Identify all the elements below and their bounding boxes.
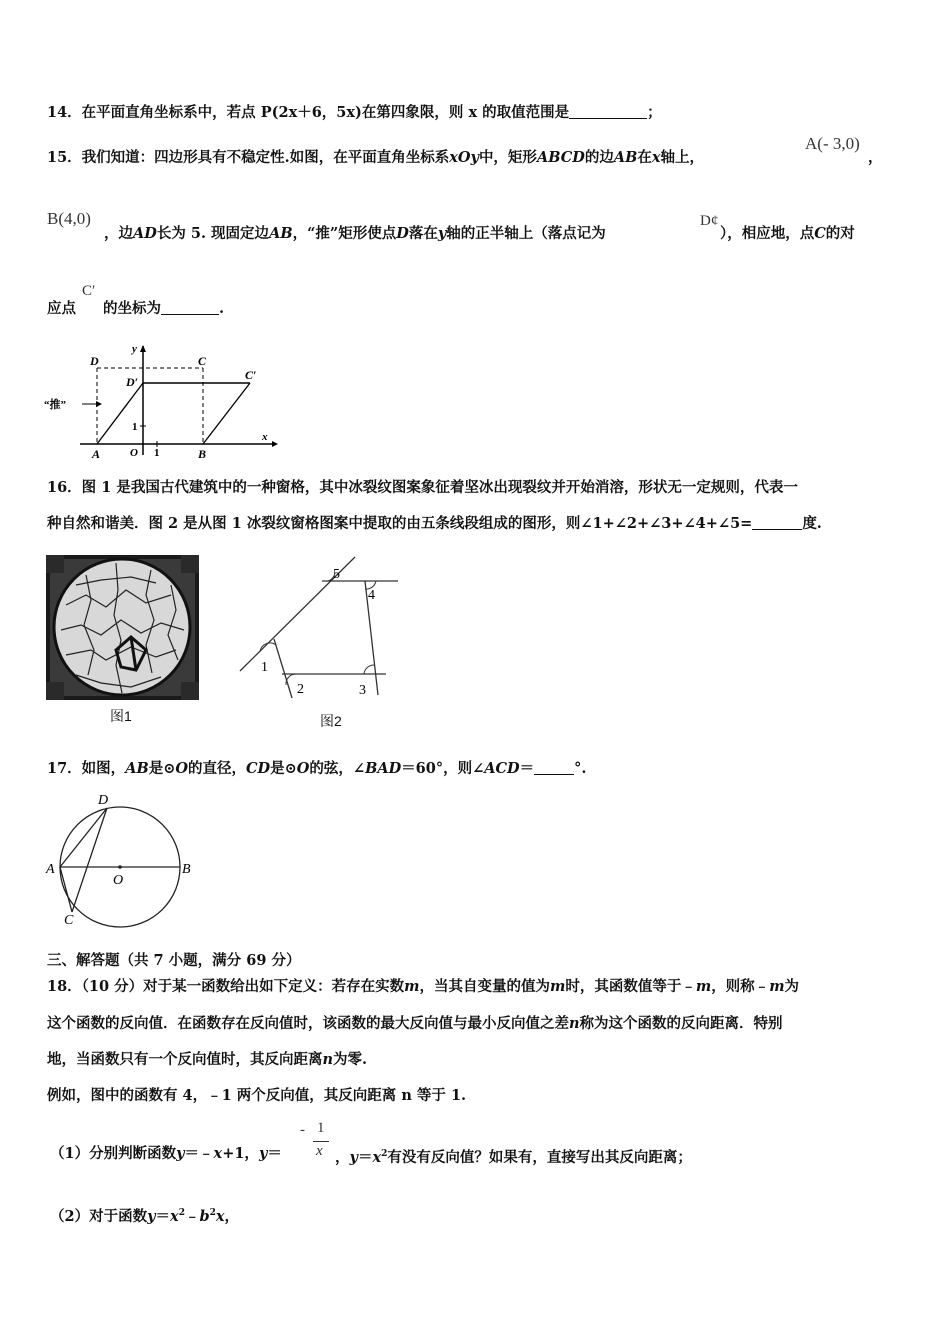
point-b-formula: B(4,0) <box>47 209 91 228</box>
fraction-minus: - <box>300 1122 305 1138</box>
label-O: O <box>130 447 138 459</box>
question-18-line3: 地，当函数只有一个反向值时，其反向距离n为零. <box>47 1051 368 1068</box>
d-prime-formula: D¢ <box>700 213 719 229</box>
angle-label-3: 3 <box>359 683 366 698</box>
fraction-denominator: x <box>316 1143 323 1159</box>
answer-blank <box>534 760 574 775</box>
question-16-line2: 种自然和谐美．图 2 是从图 1 冰裂纹窗格图案中提取的由五条线段组成的图形，则∠1+∠2+∠3+∠4+∠5= 度. <box>47 515 822 532</box>
label-A: A <box>92 447 101 460</box>
label-C-prime: C′ <box>245 368 257 382</box>
question-18-part1: （1）分别判断函数y＝﹣x+1，y＝ <box>50 1145 282 1162</box>
question-15-line1: 15．我们知道：四边形具有不稳定性.如图，在平面直角坐标系xOy中，矩形ABCD的边AB在x轴上， <box>47 149 704 166</box>
fraction-numerator: 1 <box>317 1120 325 1136</box>
question-16-line1: 16．图 1 是我国古代建筑中的一种窗格，其中冰裂纹图案象征着坚冰出现裂纹并开始消溶，形状无一定规则，代表一 <box>47 479 798 496</box>
label-D: D <box>90 354 99 368</box>
section-title: 三、解答题（共 7 小题，满分 69 分） <box>47 952 301 969</box>
ice-crack-window-image <box>46 555 199 700</box>
angle-label-5: 5 <box>333 567 340 582</box>
angle-label-1: 1 <box>261 660 268 675</box>
figure-17 <box>42 790 202 930</box>
question-18-line2: 这个函数的反向值．在函数存在反向值时，该函数的最大反向值与最小反向值之差n称为这个函数的反向距离．特别 <box>47 1015 783 1032</box>
question-15-line2: ，边AD长为 5. 现固定边AB，“推”矩形使点D落在y轴的正半轴上（落点记为 <box>104 225 606 242</box>
caption-figure-2: 图2 <box>320 713 342 729</box>
answer-blank <box>569 104 647 119</box>
label-push: “推” <box>44 399 66 411</box>
question-15-line3: 应点 <box>47 300 76 317</box>
line-left-short <box>274 639 292 698</box>
question-17: 17．如图，AB是⊙O的直径，CD是⊙O的弦，∠BAD＝60°，则∠ACD＝ °. <box>47 760 587 777</box>
label-x: x <box>262 431 268 443</box>
point-a-formula: A(- 3,0) <box>805 134 860 153</box>
question-18-line1: 18．（10 分）对于某一函数给出如下定义：若存在实数m，当其自变量的值为m时，其函数值等于﹣m，则称﹣m为 <box>47 978 800 995</box>
answer-blank <box>161 300 219 315</box>
question-18-example: 例如，图中的函数有 4，﹣1 两个反向值，其反向距离 n 等于 1. <box>47 1087 467 1104</box>
label-D-prime: D′ <box>126 375 139 389</box>
label-B: B <box>182 862 191 877</box>
chord-cd <box>72 808 107 912</box>
label-one-x: 1 <box>154 447 160 459</box>
label-C: C <box>64 913 74 928</box>
label-A: A <box>46 862 55 877</box>
answer-blank <box>752 515 802 530</box>
segment-ad-prime <box>97 383 143 444</box>
question-18-part2: （2）对于函数$y=x^2﹣b^2x$， <box>50 1207 240 1225</box>
question-14: 14．在平面直角坐标系中，若点 P(2x＋6，5x)在第四象限，则 x 的取值范围是 ； <box>47 104 662 121</box>
figure-16-2 <box>230 555 410 705</box>
label-D: D <box>98 793 109 808</box>
segment-bc-prime <box>203 383 250 444</box>
label-C: C <box>198 354 207 368</box>
caption-figure-1: 图1 <box>110 708 132 724</box>
c-prime-formula: C′ <box>82 283 96 299</box>
label-O: O <box>113 873 124 888</box>
figure-15 <box>40 340 280 460</box>
label-one-y: 1 <box>132 421 138 433</box>
angle-label-4: 4 <box>368 588 375 603</box>
angle-label-2: 2 <box>297 682 304 697</box>
chord-ac <box>60 867 72 912</box>
y-axis-arrow <box>140 345 146 352</box>
fraction-bar <box>313 1141 329 1142</box>
label-y: y <box>132 343 137 355</box>
x-axis-arrow <box>272 441 278 447</box>
label-B: B <box>198 447 207 460</box>
